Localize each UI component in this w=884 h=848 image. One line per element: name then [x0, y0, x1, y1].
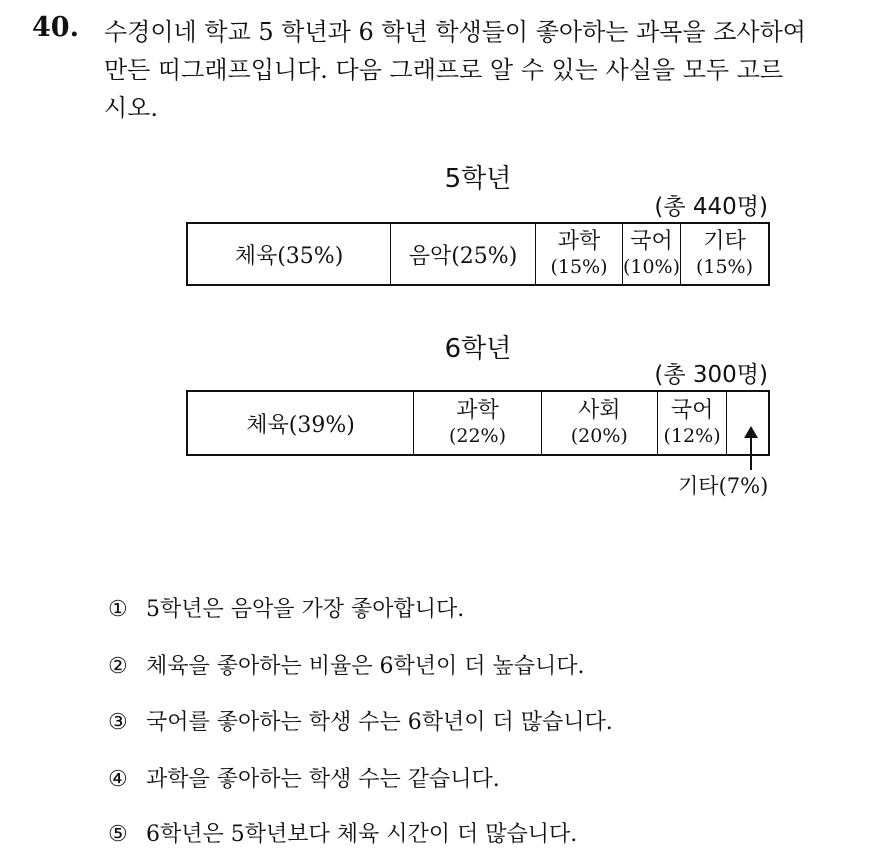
question-text-line-3: 시오. — [104, 94, 158, 122]
option-4[interactable] — [108, 762, 500, 793]
segment-korean — [623, 224, 681, 284]
segment-other — [681, 224, 768, 284]
option-marker: ① — [108, 597, 128, 622]
option-text: 5학년은 음악을 가장 좋아합니다. — [146, 597, 465, 622]
option-text: 6학년은 5학년보다 체육 시간이 더 많습니다. — [146, 822, 578, 847]
question-text-line-1: 수경이네 학교 5 학년과 6 학년 학생들이 좋아하는 과목을 조사하여 — [104, 18, 806, 46]
chart-total: (총 440명) — [654, 194, 768, 220]
segment-label-bottom: (22%) — [448, 425, 507, 447]
option-2[interactable] — [108, 649, 585, 680]
strip-chart-grade5 — [186, 154, 770, 294]
segment-science — [536, 224, 623, 284]
segment-label-top: 국어 — [630, 229, 673, 254]
segment-label-bottom: (12%) — [663, 425, 721, 447]
option-1[interactable] — [108, 592, 464, 623]
segment-music — [391, 224, 536, 284]
option-text: 과학을 좋아하는 학생 수는 같습니다. — [146, 767, 500, 792]
segment-label-bottom: (15%) — [695, 256, 754, 278]
segment-science — [414, 392, 542, 454]
option-marker: ④ — [108, 767, 128, 792]
segment-label-top: 국어 — [670, 398, 714, 423]
option-5[interactable] — [108, 817, 577, 848]
chart-total: (총 300명) — [654, 362, 768, 388]
strip-chart-grade6 — [186, 324, 770, 504]
segment-pe — [188, 224, 391, 284]
option-marker: ② — [108, 654, 128, 679]
segment-social — [542, 392, 658, 454]
chart-title: 5학년 — [444, 164, 512, 194]
segment-label-top: 과학 — [456, 398, 499, 423]
option-3[interactable] — [108, 705, 613, 736]
segment-label: 음악(25%) — [408, 243, 518, 269]
segment-other — [727, 392, 768, 454]
segment-label-bottom: (20%) — [570, 425, 628, 447]
chart-title: 6학년 — [444, 334, 512, 364]
strip-bar — [186, 390, 770, 456]
segment-label: 체육(39%) — [246, 412, 355, 438]
segment-label-bottom: (10%) — [622, 256, 681, 278]
segment-label-bottom: (15%) — [550, 256, 608, 278]
question-number: 40. — [32, 12, 79, 43]
question-text-line-2: 만든 띠그래프입니다. 다음 그래프로 알 수 있는 사실을 모두 고르 — [104, 56, 784, 84]
option-marker: ⑤ — [108, 822, 128, 847]
segment-label: 체육(35%) — [234, 243, 344, 269]
segment-label-top: 사회 — [578, 398, 621, 423]
option-marker: ③ — [108, 710, 128, 735]
segment-pe — [188, 392, 414, 454]
strip-bar — [186, 222, 770, 286]
up-arrow-icon — [750, 436, 752, 470]
option-text: 국어를 좋아하는 학생 수는 6학년이 더 많습니다. — [146, 710, 613, 735]
other-annotation: 기타(7%) — [678, 474, 769, 498]
segment-label-top: 기타 — [703, 229, 746, 254]
segment-label-top: 과학 — [557, 229, 601, 254]
segment-korean — [658, 392, 728, 454]
option-text: 체육을 좋아하는 비율은 6학년이 더 높습니다. — [146, 654, 585, 679]
